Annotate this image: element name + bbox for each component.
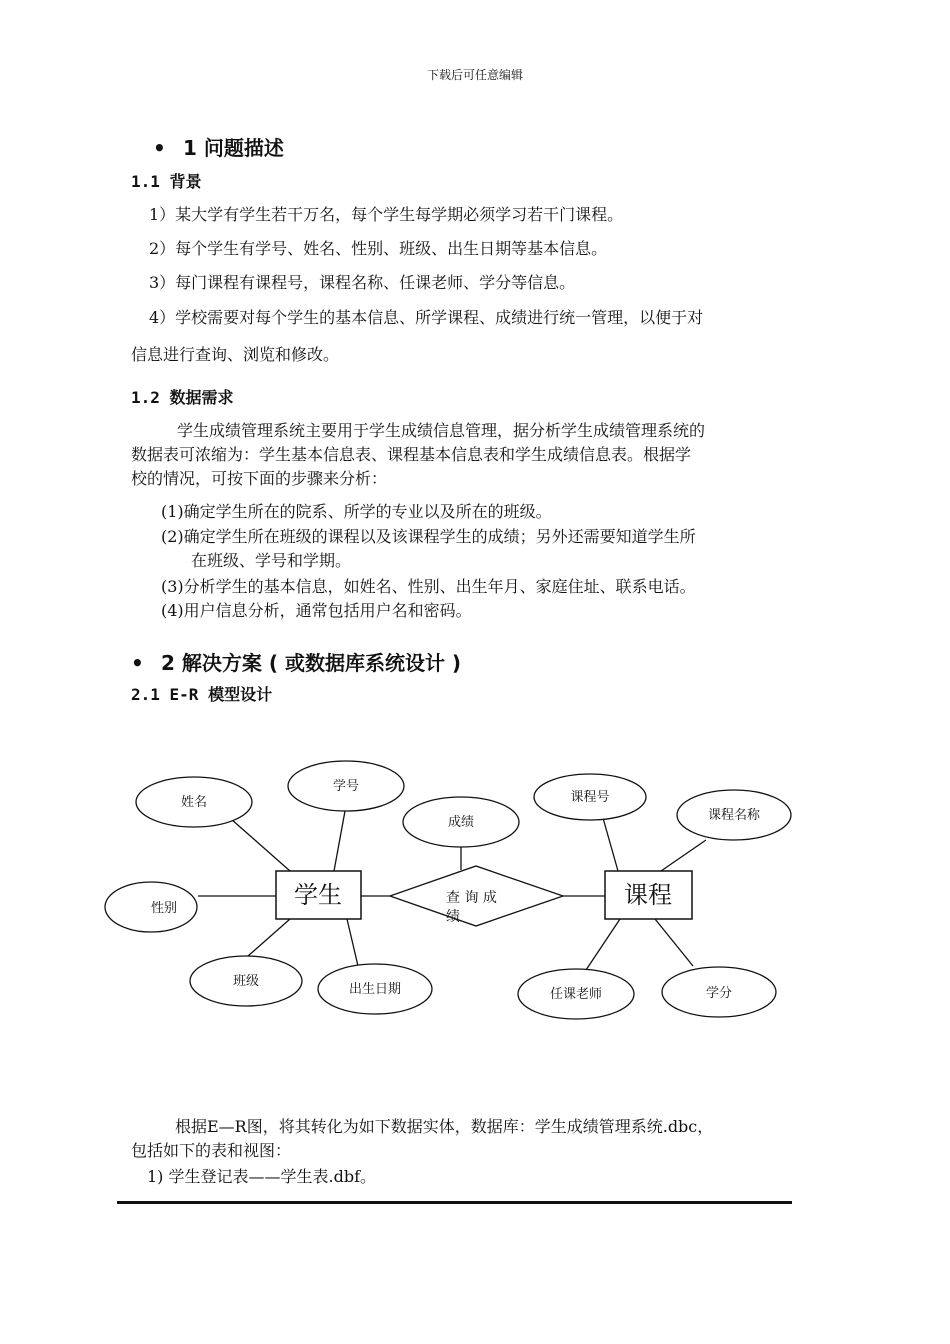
attr-class-label: 班级 (232, 974, 260, 989)
section-2-1-title: 2.1 E-R 模型设计 (131, 685, 273, 704)
step-1: (1)确定学生所在的院系、所学的专业以及所在的班级。 (161, 502, 552, 521)
footer-rule (117, 1201, 792, 1204)
background-item-3: 3）每门课程有课程号，课程名称、任课老师、学分等信息。 (149, 273, 576, 292)
section-1-2-title: 1.2 数据需求 (131, 388, 234, 407)
data-req-para-line-2: 数据表可浓缩为：学生基本信息表、课程基本信息表和学生成绩信息表。根据学 (131, 445, 692, 464)
bullet: • (131, 651, 144, 675)
data-req-para-line-3: 校的情况，可按下面的步骤来分析： (131, 469, 388, 488)
after-para-line-2: 包括如下的表和视图： (131, 1141, 292, 1160)
entity-course-label: 课程 (624, 881, 672, 909)
attr-gender-label: 性别 (150, 901, 178, 916)
data-req-para-line-1: 学生成绩管理系统主要用于学生成绩信息管理，据分析学生成绩管理系统的 (177, 421, 706, 440)
attr-teacher-label: 任课老师 (549, 987, 603, 1002)
connector-class (248, 919, 290, 956)
step-2-cont: 在班级、学号和学期。 (191, 551, 352, 570)
header-note: 下载后可任意编辑 (426, 68, 523, 82)
step-4: (4)用户信息分析，通常包括用户名和密码。 (161, 601, 472, 620)
step-2: (2)确定学生所在班级的课程以及该课程学生的成绩；另外还需要知道学生所 (161, 527, 696, 546)
after-item-1: 1) 学生登记表——学生表.dbf。 (147, 1167, 377, 1186)
section-1-title: 1 问题描述 (183, 136, 284, 160)
background-item-1: 1）某大学有学生若干万名，每个学生每学期必须学习若干门课程。 (149, 205, 624, 224)
connector-teacher (586, 919, 620, 970)
section-1-1-title: 1.1 背景 (131, 172, 202, 191)
connector-credit (655, 919, 693, 966)
attr-cid-label: 课程号 (570, 790, 610, 805)
relation-label-line-2: 绩 (446, 909, 460, 925)
connector-cname (661, 840, 706, 871)
relation-label-line-1: 查 询 成 (446, 890, 497, 906)
bullet: • (153, 136, 166, 160)
connector-name (231, 819, 290, 871)
step-3: (3)分析学生的基本信息，如姓名、性别、出生年月、家庭住址、联系电话。 (161, 577, 696, 596)
background-item-2: 2）每个学生有学号、姓名、性别、班级、出生日期等基本信息。 (149, 239, 608, 258)
attr-birth-label: 出生日期 (348, 982, 402, 997)
attr-sid-label: 学号 (332, 779, 360, 794)
background-item-4: 4）学校需要对每个学生的基本信息、所学课程、成绩进行统一管理，以便于对 (149, 308, 704, 327)
section-2-title: 2 解决方案 ( 或数据库系统设计 ) (161, 651, 462, 675)
after-para-line-1: 根据E—R图，将其转化为如下数据实体，数据库：学生成绩管理系统.dbc， (175, 1117, 714, 1136)
attr-credit-label: 学分 (705, 986, 733, 1001)
attr-cname-label: 课程名称 (707, 808, 761, 823)
connector-cid (603, 818, 618, 871)
attr-name-label: 姓名 (180, 795, 208, 810)
entity-student-label: 学生 (294, 881, 342, 909)
connector-birth (347, 919, 358, 966)
connector-sid (334, 811, 345, 871)
attr-score-label: 成绩 (447, 815, 475, 830)
background-item-4-cont: 信息进行查询、浏览和修改。 (131, 345, 340, 364)
